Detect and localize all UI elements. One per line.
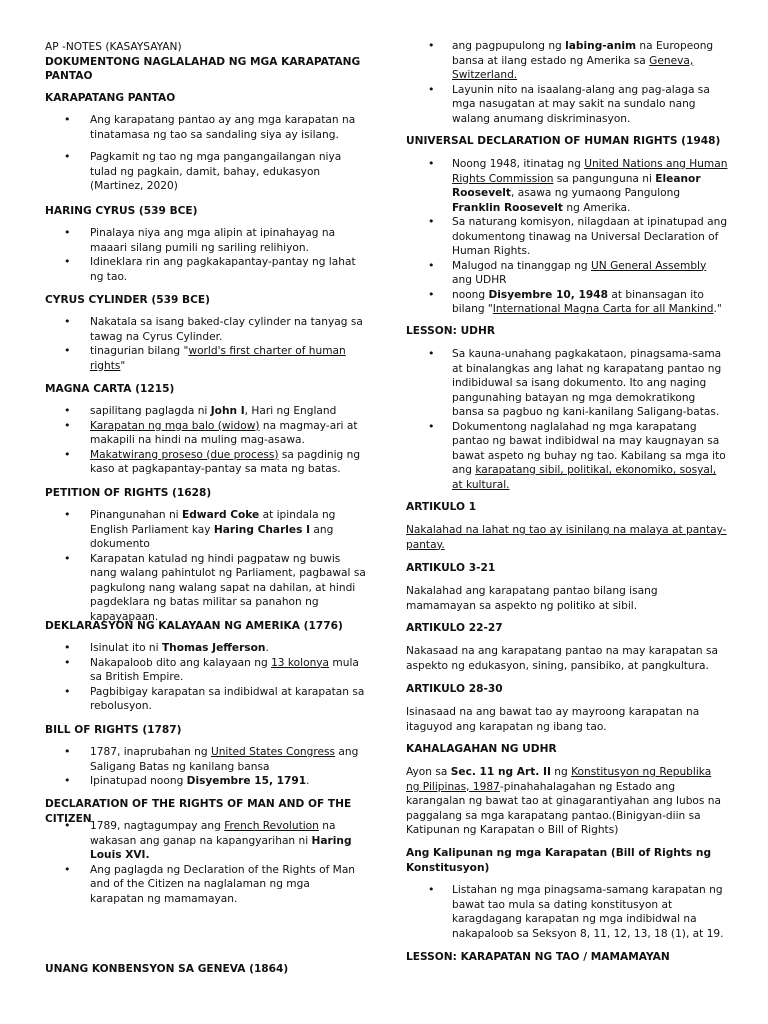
artikulo-28-30-text: Isinasaad na ang bawat tao ay mayroong karapatan na itaguyod ang karapatan ng ibang tao. bbox=[406, 706, 700, 733]
section-title-artikulo-28-30: ARTIKULO 28-30 bbox=[406, 683, 503, 695]
list-item: • Noong 1948, itinatag ng United Nations ang Human Rights Commission sa pangunguna ni Eleanor Roosevelt, asawa ng yumaong Pangulong Franklin Roosevelt ng Amerika. bbox=[406, 157, 728, 215]
list-item: • Sa kauna-unahang pagkakataon, pinagsama-sama at binalangkas ang lahat ng karapatang pantao ng indibiduwal sa isang dokumento. Ito ang naging pangunahing batayan ng mga demokratikong bansa sa pagbuo ng kani-kanilang Saligang-batas. bbox=[406, 347, 728, 420]
section-title-artikulo-22-27: ARTIKULO 22-27 bbox=[406, 622, 503, 634]
list-item: • Layunin nito na isaalang-alang ang pag-alaga sa mga nasugatan at may sakit na sundalo nang walang anumang diskriminasyon. bbox=[406, 83, 728, 127]
section-title-lesson-karapatan: LESSON: KARAPATAN NG TAO / MAMAMAYAN bbox=[406, 951, 670, 963]
lesson-udhr-list bbox=[406, 347, 728, 492]
link-text[interactable]: world's first charter of human rights bbox=[90, 345, 346, 372]
list-item: • tinagurian bilang "world's first charter of human rights" bbox=[45, 344, 367, 373]
list-item: • Dokumentong naglalahad ng mga karapatang pantao ng bawat indibidwal na may kaugnayan sa bawat aspeto ng buhay ng tao. Kabilang sa mga ito ang karapatang sibil, politikal, ekonomiko, sosyal, at kultural. bbox=[406, 420, 728, 493]
kahalagahan-text: Ayon sa Sec. 11 ng Art. II ng Konstitusyon ng Republika ng Pilipinas, 1987-pinahahalagahan ng Estado ang karangalan ng bawat tao at ginagarantiyahan ang lubos na paggalang sa mga karapatang pantao.(Binigyan-diin sa Katipunan ng Karapatan o Bill of Rights) bbox=[406, 766, 721, 836]
list-item: • Ang karapatang pantao ay ang mga karapatan na tinatamasa ng tao sa sandaling siya ay isilang. bbox=[45, 113, 367, 142]
section-title-geneva: UNANG KONBENSYON SA GENEVA (1864) bbox=[45, 963, 289, 975]
link-text[interactable]: French Revolution bbox=[224, 820, 319, 832]
link-text[interactable]: Karapatan ng mga balo (widow) bbox=[90, 419, 260, 432]
list-item: • Idineklara rin ang pagkakapantay-pantay ng lahat ng tao. bbox=[45, 255, 367, 284]
section-title-lesson-udhr: LESSON: UDHR bbox=[406, 325, 495, 337]
section-title-kahalagahan: KAHALAGAHAN NG UDHR bbox=[406, 743, 557, 755]
list-item: • sapilitang paglagda ni John I, Hari ng England bbox=[45, 404, 367, 419]
section-title-udhr-1948: UNIVERSAL DECLARATION OF HUMAN RIGHTS (1948) bbox=[406, 135, 721, 147]
list-item: • Ang paglagda ng Declaration of the Rights of Man and of the Citizen na naglalaman ng mga karapatan ng mamamayan. bbox=[45, 863, 367, 907]
list-item: • Ipinatupad noong Disyembre 15, 1791. bbox=[45, 774, 367, 789]
link-text[interactable]: International Magna Carta for all Mankind bbox=[492, 303, 714, 315]
list-item: • 1789, nagtagumpay ang French Revolution na wakasan ang ganap na kapangyarihan ni Haring Louis XVI. bbox=[45, 819, 367, 863]
section-title-cyrus-cylinder: CYRUS CYLINDER (539 BCE) bbox=[45, 294, 210, 306]
udhr-1948-list bbox=[406, 157, 728, 317]
section-title-deklarasyon: DEKLARASYON NG KALAYAAN NG AMERIKA (1776) bbox=[45, 620, 343, 632]
list-item: • noong Disyembre 10, 1948 at binansagan ito bilang "International Magna Carta for all Mankind." bbox=[406, 288, 728, 317]
doc-header bbox=[45, 40, 367, 84]
artikulo-3-21-text: Nakalahad ang karapatang pantao bilang isang mamamayan sa aspekto ng politiko at sibil. bbox=[406, 585, 658, 612]
list-item: • Pagbibigay karapatan sa indibidwal at karapatan sa rebolusyon. bbox=[45, 685, 367, 714]
link-text[interactable]: 13 kolonya bbox=[271, 656, 330, 669]
haring-cyrus-list bbox=[45, 226, 367, 284]
section-title-artikulo-3-21: ARTIKULO 3-21 bbox=[406, 562, 496, 574]
section-title-haring-cyrus: HARING CYRUS (539 BCE) bbox=[45, 205, 198, 217]
link-text[interactable]: United Nations ang Human Rights Commission bbox=[452, 158, 728, 185]
list-item: • Malugod na tinanggap ng UN General Assembly ang UDHR bbox=[406, 259, 728, 288]
artikulo-22-27-text: Nakasaad na ang karapatang pantao na may karapatan sa aspekto ng edukasyon, sining, pansibiko, at pangkultura. bbox=[406, 645, 718, 672]
declaration-man-list bbox=[45, 819, 367, 906]
deklarasyon-list bbox=[45, 641, 367, 714]
list-item: • ang pagpupulong ng labing-anim na Europeong bansa at ilang estado ng Amerika sa Geneva, Switzerland. bbox=[406, 39, 728, 83]
link-text[interactable]: United States Congress bbox=[210, 746, 336, 758]
link-text[interactable]: Konstitusyon ng Republika ng Pilipinas, 1987 bbox=[406, 766, 712, 793]
list-item: • Karapatan katulad ng hindi pagpataw ng buwis nang walang pahintulot ng Parliament, pagbawal sa pagkulong nang walang sapat na dahilan, at hindi pagdeklara ng batas militar sa panahon ng kapayapaan. bbox=[45, 552, 367, 625]
section-title-karapatang-pantao: KARAPATANG PANTAO bbox=[45, 92, 176, 104]
geneva-list bbox=[406, 39, 728, 126]
list-item: • Nakatala sa isang baked-clay cylinder na tanyag sa tawag na Cyrus Cylinder. bbox=[45, 315, 367, 344]
list-item: • Sa naturang komisyon, nilagdaan at ipinatupad ang dokumentong tinawag na Universal Declaration of Human Rights. bbox=[406, 215, 728, 259]
kalipunan-list bbox=[406, 883, 728, 941]
section-title-bill-of-rights: BILL OF RIGHTS (1787) bbox=[45, 724, 182, 736]
list-item: • Pinalaya niya ang mga alipin at ipinahayag na maaari silang pumili ng sariling relihiyon. bbox=[45, 226, 367, 255]
magna-carta-list bbox=[45, 404, 367, 477]
section-title-declaration-man: DECLARATION OF THE RIGHTS OF MAN AND OF THE CITIZEN bbox=[45, 798, 352, 825]
link-text[interactable]: UN General Assembly bbox=[591, 259, 707, 272]
section-title-petition: PETITION OF RIGHTS (1628) bbox=[45, 487, 212, 499]
karapatang-pantao-list bbox=[45, 113, 367, 194]
list-item: • Karapatan ng mga balo (widow) na magmay-ari at makapili na hindi na muling mag-asawa. bbox=[45, 419, 367, 448]
list-item: • Pagkamit ng tao ng mga pangangailangan niya tulad ng pagkain, damit, bahay, edukasyon (Martinez, 2020) bbox=[45, 150, 367, 194]
link-text[interactable]: Makatwirang proseso (due process) bbox=[90, 448, 279, 461]
list-item: • Makatwirang proseso (due process) sa pagdinig ng kaso at pagkapantay-pantay sa mata ng batas. bbox=[45, 448, 367, 477]
list-item: • Isinulat ito ni Thomas Jefferson. bbox=[45, 641, 367, 656]
list-item: • Pinangunahan ni Edward Coke at ipindala ng English Parliament kay Haring Charles I ang dokumento bbox=[45, 508, 367, 552]
doc-title: DOKUMENTONG NAGLALAHAD NG MGA KARAPATANG PANTAO bbox=[45, 55, 361, 82]
list-item: • Nakapaloob dito ang kalayaan ng 13 kolonya mula sa British Empire. bbox=[45, 656, 367, 685]
bill-of-rights-list bbox=[45, 745, 367, 789]
list-item: • 1787, inaprubahan ng United States Congress ang Saligang Batas ng kanilang bansa bbox=[45, 745, 367, 774]
cyrus-cylinder-list bbox=[45, 315, 367, 373]
section-title-artikulo-1: ARTIKULO 1 bbox=[406, 501, 477, 513]
section-title-kalipunan: Ang Kalipunan ng mga Karapatan (Bill of Rights ng Konstitusyon) bbox=[406, 847, 712, 874]
doc-subject: AP -NOTES (KASAYSAYAN) bbox=[45, 41, 182, 53]
artikulo-1-text: Nakalahad na lahat ng tao ay isinilang na malaya at pantay-pantay. bbox=[406, 524, 727, 551]
link-text[interactable]: karapatang sibil, politikal, ekonomiko, sosyal, at kultural. bbox=[452, 464, 717, 491]
list-item: • Listahan ng mga pinagsama-samang karapatan ng bawat tao mula sa dating konstitusyon at karagdagang karapatan ng mga indibidwal na nakapaloob sa Seksyon 8, 11, 12, 13, 18 (1), at 19. bbox=[406, 883, 728, 941]
link-text[interactable]: Geneva, Switzerland. bbox=[452, 54, 694, 81]
petition-list bbox=[45, 508, 367, 624]
section-title-magna-carta: MAGNA CARTA (1215) bbox=[45, 383, 175, 395]
